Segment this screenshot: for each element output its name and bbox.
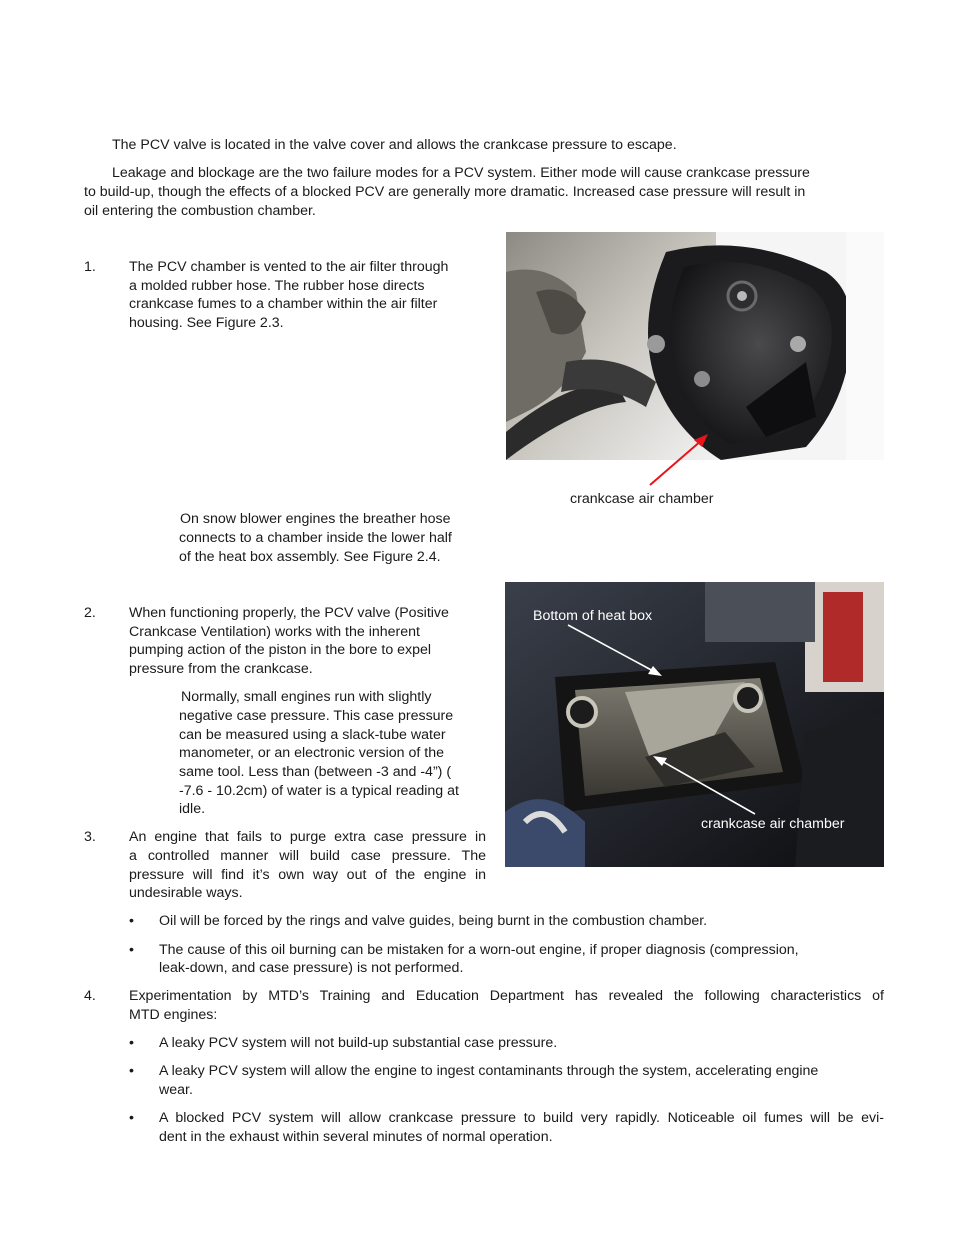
step-4-number: 4. xyxy=(84,988,96,1004)
figure-2-4-callout-bottom: crankcase air chamber xyxy=(701,816,845,832)
step-4-line-2: MTD engines: xyxy=(129,1007,218,1023)
step-3-bullet-2-line-1: The cause of this oil burning can be mistaken for a worn-out engine, if proper diagnosis (compression, xyxy=(159,942,799,958)
bullet-marker: • xyxy=(129,1063,134,1079)
pressure-note-line-3: can be measured using a slack-tube water xyxy=(179,727,446,743)
step-1-line-2: a molded rubber hose. The rubber hose directs xyxy=(129,278,425,294)
pressure-note-line-6: -7.6 - 10.2cm) of water is a typical reading at xyxy=(179,783,459,799)
intro-paragraph-1: The PCV valve is located in the valve cover and allows the crankcase pressure to escape. xyxy=(112,137,677,153)
intro-paragraph-2-line-1: Leakage and blockage are the two failure modes for a PCV system. Either mode will cause crankcase pressure xyxy=(112,165,810,181)
bullet-marker: • xyxy=(129,942,134,958)
step-1-line-3: crankcase fumes to a chamber within the air filter xyxy=(129,296,438,312)
snow-blower-note-line-1: On snow blower engines the breather hose xyxy=(180,511,451,527)
figure-2-3-callout: crankcase air chamber xyxy=(570,491,714,507)
step-4-bullet-2-line-2: wear. xyxy=(159,1082,193,1098)
step-3-line-2: a controlled manner will build case pressure. The xyxy=(129,848,486,864)
step-2-line-1: When functioning properly, the PCV valve (Positive xyxy=(129,605,449,621)
step-4-line-1: Experimentation by MTD’s Training and Education Department has revealed the following characteristics of xyxy=(129,988,884,1004)
step-4-bullet-1: A leaky PCV system will not build-up substantial case pressure. xyxy=(159,1035,558,1051)
step-2-line-4: pressure from the crankcase. xyxy=(129,661,313,677)
step-2-line-3: pumping action of the piston in the bore to expel xyxy=(129,642,432,658)
bullet-marker: • xyxy=(129,1110,134,1126)
step-3-line-4: undesirable ways. xyxy=(129,885,243,901)
step-3-bullet-2-line-2: leak-down, and case pressure) is not performed. xyxy=(159,960,464,976)
pressure-note-line-5: same tool. Less than (between -3 and -4”) ( xyxy=(179,764,452,780)
step-2-number: 2. xyxy=(84,605,96,621)
snow-blower-note-line-3: of the heat box assembly. See Figure 2.4. xyxy=(179,549,441,565)
step-4-bullet-3-line-2: dent in the exhaust within several minutes of normal operation. xyxy=(159,1129,553,1145)
bullet-marker: • xyxy=(129,913,134,929)
bullet-marker: • xyxy=(129,1035,134,1051)
pressure-note-line-7: idle. xyxy=(179,801,206,817)
pressure-note-line-1: Normally, small engines run with slightly xyxy=(181,689,432,705)
step-1-number: 1. xyxy=(84,259,96,275)
intro-paragraph-2-line-2: to build-up, though the effects of a blocked PCV are generally more dramatic. Increased case pressure will result in xyxy=(84,184,806,200)
step-1-line-4: housing. See Figure 2.3. xyxy=(129,315,284,331)
pressure-note-line-4: manometer, or an electronic version of the xyxy=(179,745,444,761)
step-2-line-2: Crankcase Ventilation) works with the inherent xyxy=(129,624,420,640)
step-3-line-3: pressure will find it’s own way out of the engine in xyxy=(129,867,486,883)
step-3-bullet-1: Oil will be forced by the rings and valve guides, being burnt in the combustion chamber. xyxy=(159,913,708,929)
figure-2-4-callout-top: Bottom of heat box xyxy=(533,608,653,624)
snow-blower-note-line-2: connects to a chamber inside the lower half xyxy=(179,530,452,546)
pressure-note-line-2: negative case pressure. This case pressure xyxy=(179,708,454,724)
step-4-bullet-3-line-1: A blocked PCV system will allow crankcase pressure to build very rapidly. Noticeable oil fumes will be evi- xyxy=(159,1110,884,1126)
intro-paragraph-2-line-3: oil entering the combustion chamber. xyxy=(84,203,316,219)
step-4-bullet-2-line-1: A leaky PCV system will allow the engine to ingest contaminants through the system, accelerating engine xyxy=(159,1063,819,1079)
step-3-number: 3. xyxy=(84,829,96,845)
step-3-line-1: An engine that fails to purge extra case pressure in xyxy=(129,829,486,845)
step-1-line-1: The PCV chamber is vented to the air filter through xyxy=(129,259,449,275)
